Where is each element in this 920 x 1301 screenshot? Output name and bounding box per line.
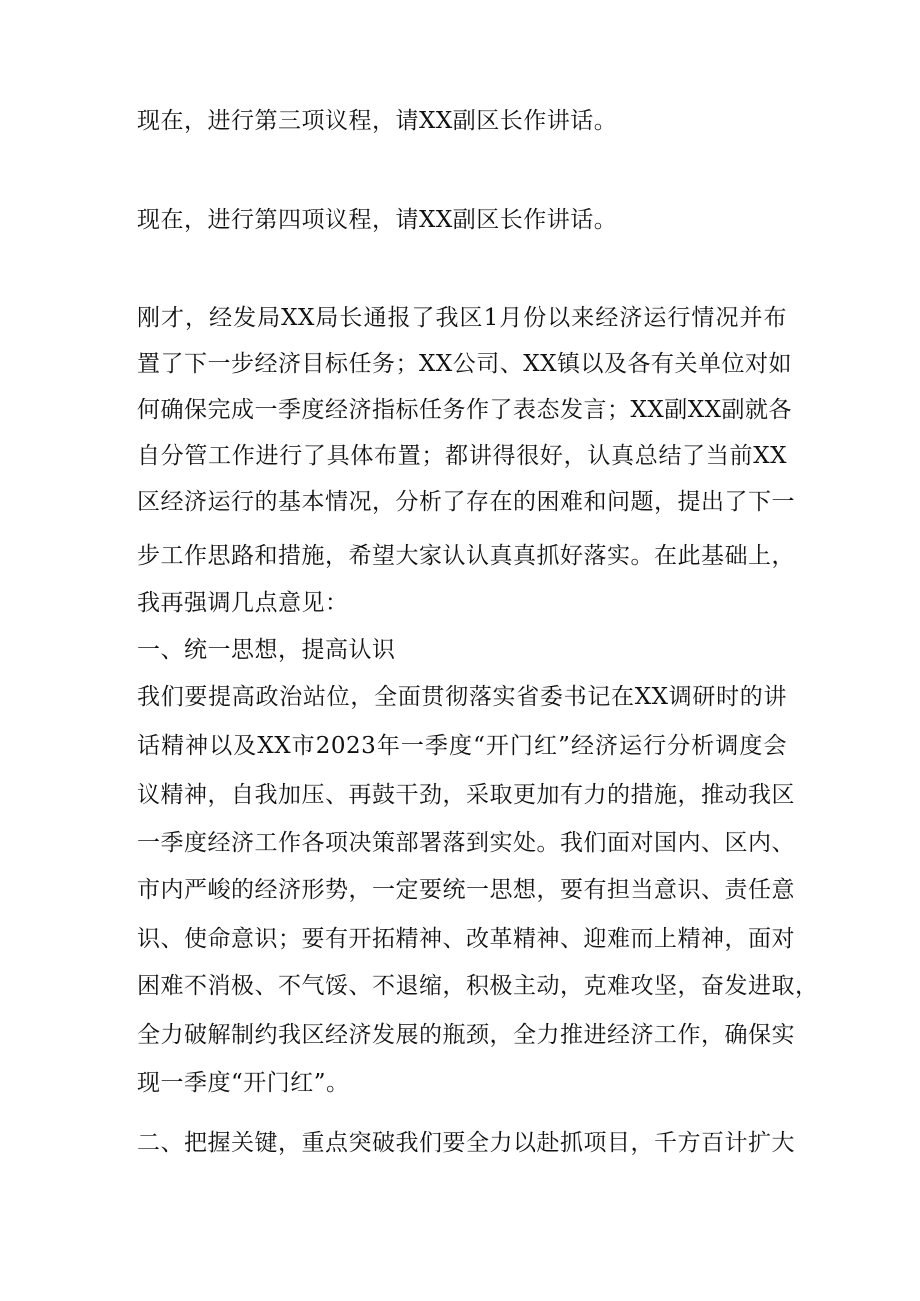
section-heading-2: 二、把握关键，重点突破我们要全力以赴抓项目，千方百计扩大 <box>137 1130 795 1156</box>
agenda-item-4: 现在，进行第四项议程，请XX副区长作讲话。 <box>137 207 618 233</box>
paragraph-line: 置了下一步经济目标任务；XX公司、XX镇以及各有关单位对如 <box>137 351 792 377</box>
paragraph-line: 我再强调几点意见： <box>137 590 349 616</box>
paragraph-line: 我们要提高政治站位，全面贯彻落实省委书记在XX调研时的讲 <box>137 684 787 710</box>
paragraph-line: 刚才，经发局XX局长通报了我区1月份以来经济运行情况并布 <box>137 305 787 331</box>
paragraph-line: 何确保完成一季度经济指标任务作了表态发言；XX副XX副就各 <box>137 397 792 423</box>
paragraph-line: 困难不消极、不气馁、不退缩，积极主动，克难攻坚，奋发进取， <box>137 973 819 999</box>
paragraph-line: 市内严峻的经济形势，一定要统一思想，要有担当意识、责任意 <box>137 877 795 903</box>
paragraph-line: 议精神，自我加压、再鼓干劲，采取更加有力的措施，推动我区 <box>137 782 795 808</box>
paragraph-line: 全力破解制约我区经济发展的瓶颈，全力推进经济工作，确保实 <box>137 1022 795 1048</box>
paragraph-line: 一季度经济工作各项决策部署落到实处。我们面对国内、区内、 <box>137 830 795 856</box>
paragraph-line: 识、使命意识；要有开拓精神、改革精神、迎难而上精神，面对 <box>137 926 795 952</box>
section-heading-1: 一、统一思想，提高认识 <box>137 637 396 663</box>
paragraph-line: 话精神以及XX市2023年一季度“开门红”经济运行分析调度会 <box>137 733 787 759</box>
paragraph-line: 现一季度“开门红”。 <box>137 1070 350 1096</box>
paragraph-line: 步工作思路和措施，希望大家认认真真抓好落实。在此基础上， <box>137 543 795 569</box>
paragraph-line: 区经济运行的基本情况，分析了存在的困难和问题，提出了下一 <box>137 489 795 515</box>
paragraph-line: 自分管工作进行了具体布置；都讲得很好，认真总结了当前XX <box>137 443 787 469</box>
agenda-item-3: 现在，进行第三项议程，请XX副区长作讲话。 <box>137 108 618 134</box>
